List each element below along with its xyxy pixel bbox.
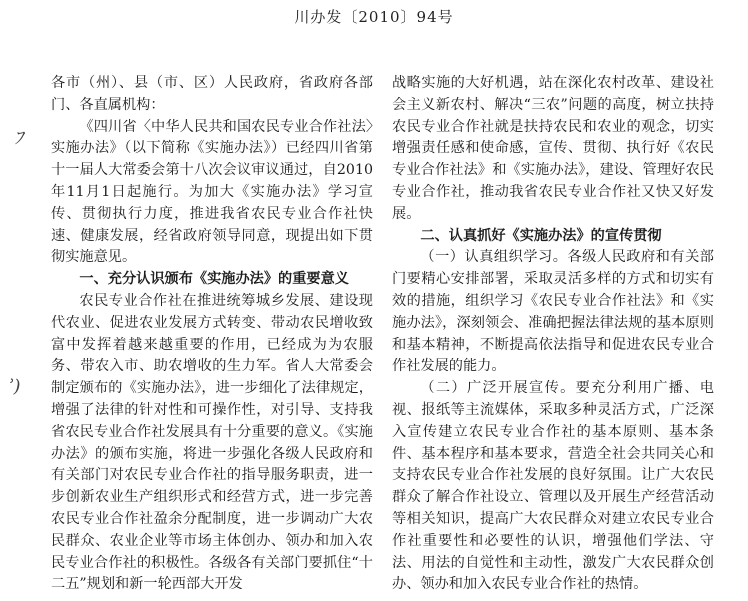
section-1-paragraph-continued: 战略实施的大好机遇，站在深化农村改革、建设社会主义新农村、解决“三农”问题的高度，树立扶持农民专业合作社就是扶持农民和农业的观念，切实增强责任感和使命感，宣传、贯彻、执行好《农民专业合作社法》和《实施办法》，建设、管理好农民专业合作社，推动我省农民专业合作社又快又好发展。 xyxy=(392,75,714,222)
subsection-publicity-paragraph: （二）广泛开展宣传。要充分利用广播、电视、报纸等主流媒体，采取多种灵活方式，广泛深入宣传建立农民专业合作社的基本原则、基本条件、基本程序和基本要求，营造全社会共同关心和支持农民专业合作社发展的良好氛围。让广大农民群众了解合作社设立、管理以及开展生产经营活动等相关知识，提高广大农民群众对建立农民专业合作社重要性和必要性的认识，增强他们学法、守法、用法的自觉性和主动性，激发广大农民群众创办、领办和加入农民专业合作社的热情。 xyxy=(392,380,714,593)
section-heading-2: 二、认真抓好《实施办法》的宣传贯彻 xyxy=(420,227,662,244)
margin-mark-top: ﾌ xyxy=(14,128,23,149)
margin-mark-bottom: ʾ) xyxy=(8,376,21,397)
document-number: 川办发〔2010〕94号 xyxy=(294,8,454,26)
salutation: 各市（州）、县（市、区）人民政府，省政府各部门、各直属机构： xyxy=(51,75,373,113)
right-column xyxy=(392,73,714,596)
section-heading-1: 一、充分认识颁布《实施办法》的重要意义 xyxy=(79,271,349,288)
intro-paragraph: 《四川省〈中华人民共和国农民专业合作社法〉实施办法》（以下简称《实施办法》）已经四川省第十一届人大常委会第十八次会议审议通过，自2010年11月1日起施行。为加大《实施办法》学习宣传、贯彻执行力度，推进我省农民专业合作社快速、健康发展，经省政府领导同意，现提出如下贯彻实施意见。 xyxy=(51,118,373,266)
left-column xyxy=(51,73,373,596)
section-1-paragraph: 农民专业合作社在推进统筹城乡发展、建设现代农业、促进农业发展方式转变、带动农民增收致富中发挥着越来越重要的作用，已经成为为农服务、带农入市、助农增收的生力军。省人大常委会制定颁布的《实施办法》，进一步细化了法律规定，增强了法律的针对性和可操作性，对引导、支持我省农民专业合作社发展具有十分重要的意义。《实施办法》的颁布实施，将进一步强化各级人民政府和有关部门对农民专业合作社的指导服务职责，进一步创新农业生产组织形式和经营方式，进一步完善农民专业合作社盈余分配制度，进一步调动广大农民群众、农业企业等市场主体创办、领办和加入农民专业合作社的积极性。各级各有关部门要抓住“十二五”规划和新一轮西部大开发 xyxy=(51,292,373,593)
subsection-study-paragraph: （一）认真组织学习。各级人民政府和有关部门要精心安排部署，采取灵活多样的方式和切实有效的措施，组织学习《农民专业合作社法》和《实施办法》，深刻领会、准确把握法律法规的基本原则和基本精神，不断提高依法指导和促进农民专业合作社发展的能力。 xyxy=(392,249,714,375)
